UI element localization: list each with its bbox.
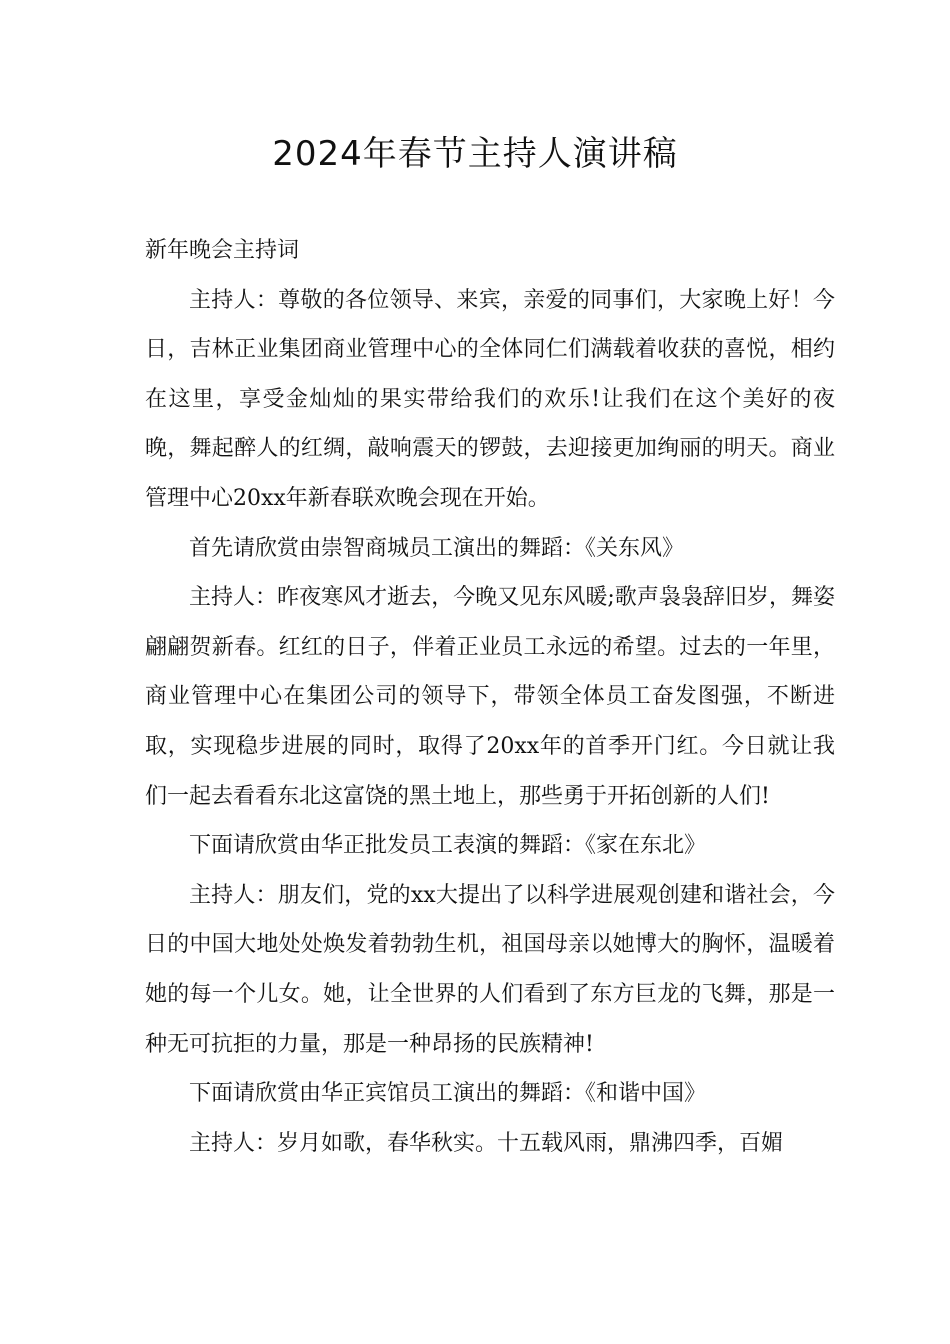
paragraph: 主持人：岁月如歌，春华秋实。十五载风雨，鼎沸四季，百媚: [189, 1130, 784, 1156]
paragraph: 主持人：尊敬的各位领导、来宾，亲爱的同事们，大家晚上好！今日，吉林正业集团商业管理中心的全体同仁们满载着收获的喜悦，相约在这里，享受金灿灿的果实带给我们的欢乐!让我们在这个美好的夜晚，舞起醉人的红绸，敲响震天的锣鼓，去迎接更加绚丽的明天。商业管理中心20xx年新春联欢晚会现在开始。: [145, 287, 835, 511]
paragraph: 主持人：朋友们，党的xx大提出了以科学进展观创建和谐社会，今日的中国大地处处焕发着勃勃生机，祖国母亲以她博大的胸怀，温暖着她的每一个儿女。她，让全世界的人们看到了东方巨龙的飞舞，那是一种无可抗拒的力量，那是一种昂扬的民族精神!: [145, 882, 835, 1057]
section-heading: 新年晚会主持词: [145, 238, 300, 263]
document-title: 2024年春节主持人演讲稿: [272, 134, 678, 174]
paragraph: 下面请欣赏由华正宾馆员工演出的舞蹈：《和谐中国》: [189, 1081, 707, 1107]
paragraph: 首先请欣赏由崇智商城员工演出的舞蹈：《关东风》: [189, 535, 685, 561]
paragraph: 主持人：昨夜寒风才逝去，今晚又见东风暖;歌声袅袅辞旧岁，舞姿翩翩贺新春。红红的日子，伴着正业员工永远的希望。过去的一年里，商业管理中心在集团公司的领导下，带领全体员工奋发图强，不断进取，实现稳步进展的同时，取得了20xx年的首季开门红。今日就让我们一起去看看东北这富饶的黑土地上，那些勇于开拓创新的人们!: [145, 585, 835, 809]
paragraph: 下面请欣赏由华正批发员工表演的舞蹈：《家在东北》: [189, 833, 707, 859]
document-body: [145, 226, 835, 1168]
